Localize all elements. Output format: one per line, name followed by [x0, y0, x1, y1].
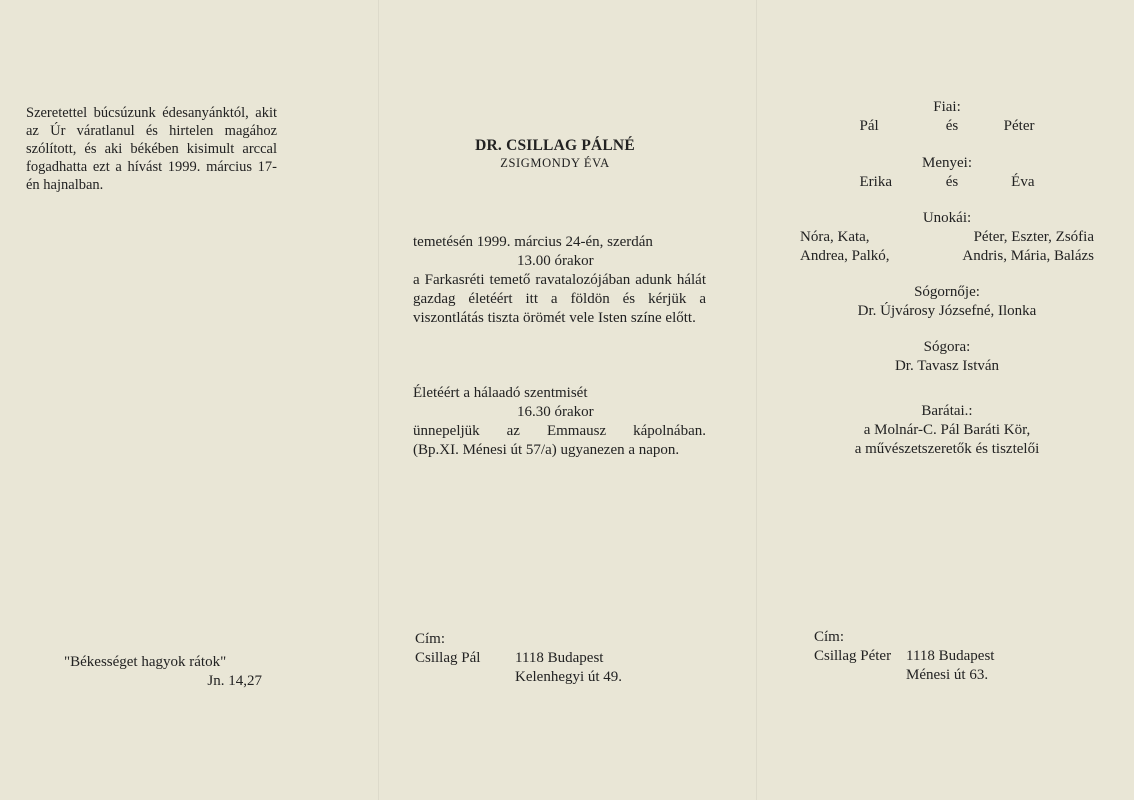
grandchildren-group: [800, 209, 1094, 266]
address-name: Csillag Péter: [814, 648, 892, 664]
address-block-peter: [814, 628, 1074, 685]
friends-group: [800, 402, 1094, 459]
mass-address: (Bp.XI. Ménesi út 57/a) ugyanezen a napon.: [413, 442, 680, 458]
funeral-date: temetésén 1999. március 24-én, szerdán: [413, 234, 653, 250]
friends-line: a művészetszeretők és tisztelői: [854, 441, 1040, 457]
inlaws-label: Menyei:: [922, 155, 972, 171]
funeral-info: [413, 233, 706, 328]
grandchildren-names: Andris, Mária, Balázs: [962, 248, 1094, 264]
sister-in-law-label: Sógornője:: [914, 284, 980, 300]
son-name: Péter: [1003, 118, 1035, 134]
inlaws-group: [800, 154, 1094, 192]
inlaw-name: Éva: [1011, 174, 1035, 190]
grandchildren-names: Andrea, Palkó,: [800, 248, 890, 264]
address-city: 1118 Budapest: [906, 648, 995, 664]
son-name: Pál: [859, 118, 879, 134]
mass-place: ünnepeljük az Emmausz kápolnában.: [413, 423, 706, 439]
mass-time: 16.30 órakor: [517, 404, 594, 420]
motto-quote: "Békességet hagyok rátok": [64, 654, 227, 670]
family-list: [800, 98, 1094, 459]
mass-title: Életéért a hálaadó szentmisét: [413, 385, 588, 401]
address-city: 1118 Budapest: [515, 650, 604, 666]
friends-line: a Molnár-C. Pál Baráti Kör,: [863, 422, 1031, 438]
grandchildren-names: Péter, Eszter, Zsófia: [973, 229, 1094, 245]
address-street: Ménesi út 63.: [906, 667, 989, 683]
inlaw-name: Erika: [859, 174, 892, 190]
friends-label: Barátai.:: [921, 403, 973, 419]
motto-block: [64, 653, 274, 691]
motto-reference: Jn. 14,27: [207, 673, 262, 689]
fold-line-right: [756, 0, 757, 800]
address-name: Csillag Pál: [415, 650, 481, 666]
grandchildren-names: Nóra, Kata,: [800, 229, 870, 245]
brother-in-law-group: [800, 338, 1094, 376]
mass-info: [413, 384, 706, 460]
brother-in-law-name: Dr. Tavasz István: [894, 358, 1000, 374]
sister-in-law-name: Dr. Újvárosy Józsefné, Ilonka: [857, 303, 1037, 319]
conjunction: és: [945, 118, 959, 134]
farewell-text: Szeretettel búcsúzunk édesanyánktól, akit az Úr váratlanul és hirtelen magához szólított, és aki békében kisimult arccal fogadhatta ezt a hívást 1999. március 17-én hajnalban.: [26, 105, 277, 193]
sons-group: [800, 98, 1094, 136]
deceased-name-block: [455, 137, 655, 171]
grandchildren-label: Unokái:: [922, 210, 972, 226]
fold-line-left: [378, 0, 379, 800]
conjunction: és: [945, 174, 959, 190]
address-block-pal: [415, 630, 715, 687]
brother-in-law-label: Sógora:: [923, 339, 971, 355]
funeral-text: a Farkasréti temető ravatalozójában adunk hálát gazdag életéért itt a földön és kérjük a viszontlátás tiszta örömét vele Isten színe előtt.: [413, 272, 706, 326]
deceased-name: DR. CSILLAG PÁLNÉ: [475, 137, 635, 154]
funeral-time: 13.00 órakor: [517, 253, 594, 269]
sister-in-law-group: [800, 283, 1094, 321]
address-label: Cím:: [814, 629, 845, 645]
address-street: Kelenhegyi út 49.: [515, 669, 623, 685]
sons-label: Fiai:: [933, 99, 961, 115]
maiden-name: ZSIGMONDY ÉVA: [500, 156, 610, 170]
address-label: Cím:: [415, 631, 446, 647]
